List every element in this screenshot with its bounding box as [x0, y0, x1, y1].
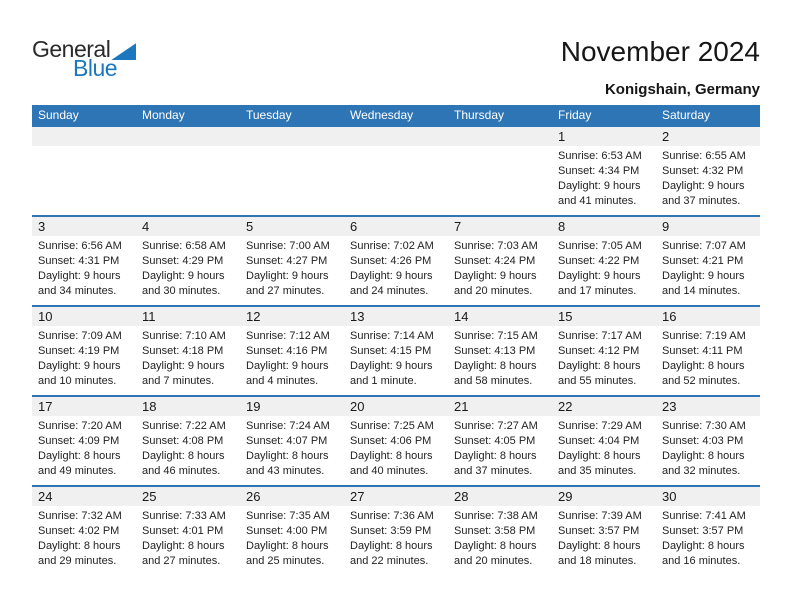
- weekday-header-row: [32, 105, 760, 125]
- day-number-band: [32, 487, 136, 506]
- day-number-band: [344, 127, 448, 146]
- logo-triangle-icon: [111, 43, 136, 60]
- weekday-label-friday: Friday: [558, 108, 592, 122]
- day-number: 23: [662, 399, 677, 414]
- page-subtitle: Konigshain, Germany: [604, 81, 760, 98]
- day-number: 12: [246, 309, 261, 324]
- daylight-text-line1: Daylight: 8 hours: [454, 540, 537, 552]
- day-number-band: [552, 487, 656, 506]
- day-number-band: [344, 217, 448, 236]
- sunset-text: Sunset: 4:04 PM: [558, 435, 640, 447]
- sunset-text: Sunset: 4:05 PM: [454, 435, 536, 447]
- day-cell-7: [448, 217, 552, 305]
- day-details: [656, 236, 760, 299]
- daylight-text-line2: and 24 minutes.: [350, 285, 429, 297]
- sunset-text: Sunset: 4:00 PM: [246, 525, 328, 537]
- week-row: [32, 395, 760, 485]
- calendar-weeks: [32, 125, 760, 575]
- day-cell-15: [552, 307, 656, 395]
- day-number-band: [448, 397, 552, 416]
- sunrise-text: Sunrise: 7:24 AM: [246, 420, 330, 432]
- sunrise-text: Sunrise: 7:17 AM: [558, 330, 642, 342]
- day-number-band: [448, 127, 552, 146]
- day-cell-5: [240, 217, 344, 305]
- daylight-text-line1: Daylight: 8 hours: [454, 450, 537, 462]
- sunrise-text: Sunrise: 7:39 AM: [558, 510, 642, 522]
- sunrise-text: Sunrise: 7:30 AM: [662, 420, 746, 432]
- sunrise-text: Sunrise: 7:19 AM: [662, 330, 746, 342]
- daylight-text-line1: Daylight: 9 hours: [142, 360, 225, 372]
- daylight-text-line2: and 27 minutes.: [142, 555, 221, 567]
- day-number: 21: [454, 399, 469, 414]
- daylight-text-line1: Daylight: 8 hours: [142, 540, 225, 552]
- daylight-text-line1: Daylight: 8 hours: [246, 450, 329, 462]
- sunrise-text: Sunrise: 7:10 AM: [142, 330, 226, 342]
- day-number-band: [136, 397, 240, 416]
- sunset-text: Sunset: 4:02 PM: [38, 525, 120, 537]
- sunset-text: Sunset: 4:12 PM: [558, 345, 640, 357]
- sunrise-text: Sunrise: 7:12 AM: [246, 330, 330, 342]
- day-number: 20: [350, 399, 365, 414]
- day-number: 11: [142, 309, 156, 324]
- day-cell-27: [344, 487, 448, 575]
- daylight-text-line1: Daylight: 8 hours: [38, 450, 121, 462]
- day-cell-29: [552, 487, 656, 575]
- daylight-text-line2: and 22 minutes.: [350, 555, 429, 567]
- daylight-text-line2: and 35 minutes.: [558, 465, 637, 477]
- day-number-band: [240, 127, 344, 146]
- sunset-text: Sunset: 4:09 PM: [38, 435, 120, 447]
- day-details: [344, 236, 448, 299]
- day-number: 1: [558, 129, 566, 144]
- sunset-text: Sunset: 4:03 PM: [662, 435, 744, 447]
- daylight-text-line2: and 32 minutes.: [662, 465, 741, 477]
- sunrise-text: Sunrise: 7:15 AM: [454, 330, 538, 342]
- day-cell-18: [136, 397, 240, 485]
- sunset-text: Sunset: 4:34 PM: [558, 165, 640, 177]
- weekday-label-tuesday: Tuesday: [246, 108, 292, 122]
- day-number-band: [552, 127, 656, 146]
- day-number-band: [656, 487, 760, 506]
- day-cell-12: [240, 307, 344, 395]
- day-details: [32, 506, 136, 569]
- daylight-text-line2: and 20 minutes.: [454, 555, 533, 567]
- daylight-text-line2: and 30 minutes.: [142, 285, 221, 297]
- day-cell-2: [656, 127, 760, 215]
- logo-text-blue: Blue: [73, 55, 118, 81]
- daylight-text-line1: Daylight: 8 hours: [558, 540, 641, 552]
- daylight-text-line1: Daylight: 9 hours: [350, 360, 433, 372]
- day-details: [656, 146, 760, 209]
- daylight-text-line2: and 16 minutes.: [662, 555, 741, 567]
- day-number: 16: [662, 309, 677, 324]
- day-cell-empty: [240, 127, 344, 215]
- daylight-text-line2: and 49 minutes.: [38, 465, 117, 477]
- day-number: 28: [454, 489, 469, 504]
- day-number: 8: [558, 219, 566, 234]
- daylight-text-line2: and 55 minutes.: [558, 375, 637, 387]
- sunrise-text: Sunrise: 7:41 AM: [662, 510, 746, 522]
- weekday-label-monday: Monday: [142, 108, 185, 122]
- day-number: 27: [350, 489, 365, 504]
- sunrise-text: Sunrise: 6:56 AM: [38, 240, 122, 252]
- day-cell-16: [656, 307, 760, 395]
- day-cell-13: [344, 307, 448, 395]
- sunset-text: Sunset: 4:29 PM: [142, 255, 224, 267]
- daylight-text-line2: and 43 minutes.: [246, 465, 325, 477]
- day-number: 24: [38, 489, 53, 504]
- day-number: 22: [558, 399, 573, 414]
- daylight-text-line2: and 41 minutes.: [558, 195, 637, 207]
- daylight-text-line2: and 58 minutes.: [454, 375, 533, 387]
- sunset-text: Sunset: 4:21 PM: [662, 255, 744, 267]
- sunset-text: Sunset: 4:19 PM: [38, 345, 120, 357]
- day-cell-22: [552, 397, 656, 485]
- day-number: 17: [38, 399, 53, 414]
- day-number-band: [136, 487, 240, 506]
- day-number: 15: [558, 309, 573, 324]
- day-details: [344, 416, 448, 479]
- day-number-band: [136, 217, 240, 236]
- weekday-label-sunday: Sunday: [38, 108, 79, 122]
- day-cell-11: [136, 307, 240, 395]
- sunrise-text: Sunrise: 7:05 AM: [558, 240, 642, 252]
- daylight-text-line1: Daylight: 9 hours: [662, 180, 745, 192]
- day-details: [344, 326, 448, 389]
- day-cell-9: [656, 217, 760, 305]
- day-number: 2: [662, 129, 670, 144]
- sunrise-text: Sunrise: 7:35 AM: [246, 510, 330, 522]
- sunrise-text: Sunrise: 7:03 AM: [454, 240, 538, 252]
- day-cell-empty: [344, 127, 448, 215]
- day-number-band: [240, 217, 344, 236]
- sunrise-text: Sunrise: 7:22 AM: [142, 420, 226, 432]
- sunset-text: Sunset: 4:06 PM: [350, 435, 432, 447]
- day-details: [656, 416, 760, 479]
- weekday-label-thursday: Thursday: [454, 108, 505, 122]
- day-number-band: [240, 487, 344, 506]
- daylight-text-line1: Daylight: 9 hours: [558, 270, 641, 282]
- day-cell-4: [136, 217, 240, 305]
- day-cell-14: [448, 307, 552, 395]
- daylight-text-line1: Daylight: 8 hours: [454, 360, 537, 372]
- day-details: [552, 236, 656, 299]
- sunrise-text: Sunrise: 6:53 AM: [558, 150, 642, 162]
- sunrise-text: Sunrise: 6:55 AM: [662, 150, 746, 162]
- daylight-text-line1: Daylight: 8 hours: [662, 450, 745, 462]
- day-number-band: [136, 307, 240, 326]
- day-number-band: [344, 307, 448, 326]
- weekday-label-saturday: Saturday: [662, 108, 711, 122]
- daylight-text-line1: Daylight: 9 hours: [662, 270, 745, 282]
- sunrise-text: Sunrise: 7:27 AM: [454, 420, 538, 432]
- day-details: [136, 326, 240, 389]
- calendar: [32, 105, 760, 575]
- sunrise-text: Sunrise: 7:02 AM: [350, 240, 434, 252]
- day-number-band: [448, 307, 552, 326]
- sunset-text: Sunset: 3:57 PM: [558, 525, 640, 537]
- day-details: [240, 326, 344, 389]
- day-cell-10: [32, 307, 136, 395]
- daylight-text-line1: Daylight: 8 hours: [350, 450, 433, 462]
- sunset-text: Sunset: 4:08 PM: [142, 435, 224, 447]
- daylight-text-line2: and 40 minutes.: [350, 465, 429, 477]
- sunrise-text: Sunrise: 7:25 AM: [350, 420, 434, 432]
- day-number: 10: [38, 309, 53, 324]
- day-number: 26: [246, 489, 261, 504]
- day-number: 4: [142, 219, 150, 234]
- day-details: [448, 416, 552, 479]
- week-row: [32, 305, 760, 395]
- day-number-band: [448, 217, 552, 236]
- day-number: 9: [662, 219, 670, 234]
- day-details: [136, 236, 240, 299]
- day-details: [344, 506, 448, 569]
- day-number: 30: [662, 489, 677, 504]
- day-number: 13: [350, 309, 365, 324]
- day-number: 3: [38, 219, 46, 234]
- day-details: [240, 236, 344, 299]
- daylight-text-line2: and 37 minutes.: [662, 195, 741, 207]
- sunset-text: Sunset: 3:57 PM: [662, 525, 744, 537]
- sunset-text: Sunset: 4:24 PM: [454, 255, 536, 267]
- day-number: 14: [454, 309, 469, 324]
- week-row: [32, 125, 760, 215]
- daylight-text-line2: and 7 minutes.: [142, 375, 215, 387]
- sunset-text: Sunset: 4:31 PM: [38, 255, 120, 267]
- sunrise-text: Sunrise: 7:32 AM: [38, 510, 122, 522]
- day-number-band: [552, 307, 656, 326]
- day-number: 6: [350, 219, 358, 234]
- daylight-text-line1: Daylight: 8 hours: [350, 540, 433, 552]
- day-cell-28: [448, 487, 552, 575]
- daylight-text-line1: Daylight: 9 hours: [246, 270, 329, 282]
- sunset-text: Sunset: 3:58 PM: [454, 525, 536, 537]
- day-number-band: [32, 127, 136, 146]
- day-cell-empty: [136, 127, 240, 215]
- sunrise-text: Sunrise: 7:09 AM: [38, 330, 122, 342]
- daylight-text-line1: Daylight: 9 hours: [454, 270, 537, 282]
- day-number-band: [656, 397, 760, 416]
- day-number: 25: [142, 489, 157, 504]
- daylight-text-line1: Daylight: 9 hours: [350, 270, 433, 282]
- daylight-text-line1: Daylight: 8 hours: [558, 360, 641, 372]
- day-number-band: [32, 397, 136, 416]
- sunrise-text: Sunrise: 7:20 AM: [38, 420, 122, 432]
- day-cell-30: [656, 487, 760, 575]
- daylight-text-line1: Daylight: 8 hours: [662, 360, 745, 372]
- sunset-text: Sunset: 4:01 PM: [142, 525, 224, 537]
- daylight-text-line1: Daylight: 8 hours: [38, 540, 121, 552]
- week-row: [32, 215, 760, 305]
- day-details: [448, 506, 552, 569]
- day-details: [552, 146, 656, 209]
- day-details: [552, 326, 656, 389]
- day-cell-6: [344, 217, 448, 305]
- day-details: [448, 326, 552, 389]
- general-blue-logo: [32, 38, 136, 80]
- day-number-band: [448, 487, 552, 506]
- daylight-text-line2: and 1 minute.: [350, 375, 417, 387]
- sunset-text: Sunset: 4:22 PM: [558, 255, 640, 267]
- sunset-text: Sunset: 4:07 PM: [246, 435, 328, 447]
- day-details: [448, 236, 552, 299]
- day-cell-19: [240, 397, 344, 485]
- logo-text-general: General: [32, 36, 111, 62]
- daylight-text-line2: and 46 minutes.: [142, 465, 221, 477]
- day-number-band: [552, 397, 656, 416]
- day-number: 29: [558, 489, 573, 504]
- sunset-text: Sunset: 4:15 PM: [350, 345, 432, 357]
- sunset-text: Sunset: 3:59 PM: [350, 525, 432, 537]
- daylight-text-line2: and 4 minutes.: [246, 375, 319, 387]
- sunrise-text: Sunrise: 7:07 AM: [662, 240, 746, 252]
- day-number-band: [344, 487, 448, 506]
- sunset-text: Sunset: 4:26 PM: [350, 255, 432, 267]
- day-number-band: [32, 307, 136, 326]
- daylight-text-line2: and 37 minutes.: [454, 465, 533, 477]
- day-number-band: [552, 217, 656, 236]
- day-number-band: [240, 307, 344, 326]
- day-cell-25: [136, 487, 240, 575]
- day-cell-17: [32, 397, 136, 485]
- sunrise-text: Sunrise: 7:14 AM: [350, 330, 434, 342]
- daylight-text-line2: and 14 minutes.: [662, 285, 741, 297]
- day-cell-21: [448, 397, 552, 485]
- day-cell-24: [32, 487, 136, 575]
- daylight-text-line1: Daylight: 9 hours: [38, 360, 121, 372]
- daylight-text-line2: and 27 minutes.: [246, 285, 325, 297]
- sunrise-text: Sunrise: 6:58 AM: [142, 240, 226, 252]
- day-cell-empty: [32, 127, 136, 215]
- day-cell-1: [552, 127, 656, 215]
- daylight-text-line1: Daylight: 8 hours: [142, 450, 225, 462]
- daylight-text-line1: Daylight: 9 hours: [142, 270, 225, 282]
- day-number: 7: [454, 219, 462, 234]
- day-cell-23: [656, 397, 760, 485]
- sunset-text: Sunset: 4:27 PM: [246, 255, 328, 267]
- sunrise-text: Sunrise: 7:33 AM: [142, 510, 226, 522]
- day-cell-3: [32, 217, 136, 305]
- title-block: [561, 36, 760, 98]
- day-number-band: [656, 217, 760, 236]
- sunrise-text: Sunrise: 7:38 AM: [454, 510, 538, 522]
- day-number-band: [240, 397, 344, 416]
- daylight-text-line1: Daylight: 8 hours: [246, 540, 329, 552]
- daylight-text-line2: and 20 minutes.: [454, 285, 533, 297]
- daylight-text-line1: Daylight: 8 hours: [662, 540, 745, 552]
- daylight-text-line1: Daylight: 8 hours: [558, 450, 641, 462]
- weekday-label-wednesday: Wednesday: [350, 108, 414, 122]
- day-number-band: [32, 217, 136, 236]
- daylight-text-line2: and 29 minutes.: [38, 555, 117, 567]
- daylight-text-line2: and 17 minutes.: [558, 285, 637, 297]
- day-details: [552, 416, 656, 479]
- sunset-text: Sunset: 4:32 PM: [662, 165, 744, 177]
- sunrise-text: Sunrise: 7:29 AM: [558, 420, 642, 432]
- daylight-text-line2: and 25 minutes.: [246, 555, 325, 567]
- day-details: [136, 506, 240, 569]
- day-number-band: [656, 127, 760, 146]
- day-number: 5: [246, 219, 254, 234]
- sunset-text: Sunset: 4:13 PM: [454, 345, 536, 357]
- day-cell-26: [240, 487, 344, 575]
- daylight-text-line2: and 52 minutes.: [662, 375, 741, 387]
- sunset-text: Sunset: 4:16 PM: [246, 345, 328, 357]
- week-row: [32, 485, 760, 575]
- page-title: November 2024: [560, 36, 760, 67]
- day-details: [656, 326, 760, 389]
- sunrise-text: Sunrise: 7:00 AM: [246, 240, 330, 252]
- day-cell-empty: [448, 127, 552, 215]
- day-details: [32, 236, 136, 299]
- sunset-text: Sunset: 4:11 PM: [662, 345, 743, 357]
- day-number-band: [656, 307, 760, 326]
- day-cell-8: [552, 217, 656, 305]
- day-details: [240, 506, 344, 569]
- day-details: [136, 416, 240, 479]
- daylight-text-line1: Daylight: 9 hours: [558, 180, 641, 192]
- sunrise-text: Sunrise: 7:36 AM: [350, 510, 434, 522]
- day-number: 19: [246, 399, 261, 414]
- sunset-text: Sunset: 4:18 PM: [142, 345, 224, 357]
- daylight-text-line2: and 18 minutes.: [558, 555, 637, 567]
- day-number-band: [344, 397, 448, 416]
- daylight-text-line1: Daylight: 9 hours: [246, 360, 329, 372]
- day-details: [32, 326, 136, 389]
- day-cell-20: [344, 397, 448, 485]
- day-number: 18: [142, 399, 157, 414]
- day-details: [552, 506, 656, 569]
- daylight-text-line1: Daylight: 9 hours: [38, 270, 121, 282]
- daylight-text-line2: and 10 minutes.: [38, 375, 117, 387]
- daylight-text-line2: and 34 minutes.: [38, 285, 117, 297]
- day-details: [32, 416, 136, 479]
- day-details: [240, 416, 344, 479]
- day-number-band: [136, 127, 240, 146]
- day-details: [656, 506, 760, 569]
